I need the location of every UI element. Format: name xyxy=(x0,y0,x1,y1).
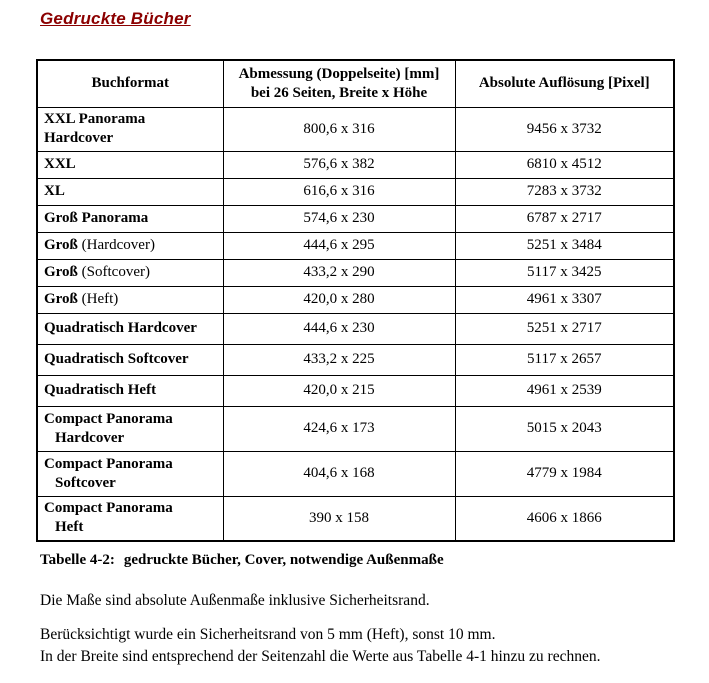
table-row xyxy=(37,451,674,496)
format-name: Quadratisch Hardcover xyxy=(44,320,197,336)
cell-aufloesung: 5251 x 2717 xyxy=(455,313,674,344)
table-row xyxy=(37,406,674,451)
format-line2: Softcover xyxy=(55,474,116,491)
cell-buchformat xyxy=(37,406,223,451)
table-row xyxy=(37,286,674,313)
format-name: Compact Panorama xyxy=(44,410,173,427)
format-name: Compact Panorama xyxy=(44,500,173,517)
header-abmessung xyxy=(223,60,455,107)
cell-buchformat xyxy=(37,375,223,406)
format-suffix: (Hardcover) xyxy=(77,237,155,253)
cell-abmessung: 800,6 x 316 xyxy=(223,107,455,151)
cell-aufloesung: 7283 x 3732 xyxy=(455,178,674,205)
cell-abmessung: 420,0 x 215 xyxy=(223,375,455,406)
table-row xyxy=(37,259,674,286)
cell-aufloesung: 4961 x 3307 xyxy=(455,286,674,313)
cell-buchformat xyxy=(37,178,223,205)
cell-buchformat xyxy=(37,313,223,344)
note-line-3: In der Breite sind entsprechend der Seitenzahl die Werte aus Tabelle 4-1 hinzu zu rechnen. xyxy=(40,648,601,665)
format-suffix: (Softcover) xyxy=(77,264,150,280)
format-line2: Heft xyxy=(55,519,84,536)
cell-buchformat xyxy=(37,496,223,541)
table-row xyxy=(37,375,674,406)
table-row xyxy=(37,205,674,232)
cell-buchformat xyxy=(37,205,223,232)
format-name: XXL Panorama xyxy=(44,111,146,127)
header-buchformat: Buchformat xyxy=(37,60,223,107)
cell-aufloesung: 5015 x 2043 xyxy=(455,406,674,451)
cell-buchformat xyxy=(37,259,223,286)
table-row xyxy=(37,151,674,178)
format-name: Quadratisch Heft xyxy=(44,382,157,398)
table-row xyxy=(37,496,674,541)
cell-aufloesung: 4779 x 1984 xyxy=(455,451,674,496)
cell-abmessung: 424,6 x 173 xyxy=(223,406,455,451)
cell-abmessung: 616,6 x 316 xyxy=(223,178,455,205)
cell-buchformat xyxy=(37,107,223,151)
cell-aufloesung: 6787 x 2717 xyxy=(455,205,674,232)
format-name: Compact Panorama xyxy=(44,455,173,472)
caption-text: gedruckte Bücher, Cover, notwendige Außenmaße xyxy=(123,552,444,568)
table-row xyxy=(37,344,674,375)
cell-buchformat xyxy=(37,344,223,375)
format-name: Groß xyxy=(44,264,78,280)
cell-buchformat xyxy=(37,232,223,259)
format-name: XXL xyxy=(44,156,76,172)
header-aufloesung: Absolute Auflösung [Pixel] xyxy=(455,60,674,107)
table-row xyxy=(37,232,674,259)
table-caption xyxy=(40,552,444,569)
table-header-row xyxy=(37,60,674,107)
note-paragraph-1: Die Maße sind absolute Außenmaße inklusive Sicherheitsrand. xyxy=(40,592,430,609)
cell-abmessung: 404,6 x 168 xyxy=(223,451,455,496)
cell-aufloesung: 5117 x 3425 xyxy=(455,259,674,286)
cell-abmessung: 574,6 x 230 xyxy=(223,205,455,232)
book-format-table xyxy=(36,59,675,542)
format-line2: Hardcover xyxy=(44,130,114,146)
table-row xyxy=(37,313,674,344)
cell-abmessung: 444,6 x 295 xyxy=(223,232,455,259)
format-line2: Hardcover xyxy=(55,429,125,446)
cell-abmessung: 576,6 x 382 xyxy=(223,151,455,178)
cell-aufloesung: 4606 x 1866 xyxy=(455,496,674,541)
cell-abmessung: 390 x 158 xyxy=(223,496,455,541)
cell-aufloesung: 5117 x 2657 xyxy=(455,344,674,375)
format-name: Groß xyxy=(44,291,78,307)
cell-abmessung: 433,2 x 225 xyxy=(223,344,455,375)
cell-buchformat xyxy=(37,451,223,496)
format-suffix: (Heft) xyxy=(77,291,119,307)
cell-aufloesung: 6810 x 4512 xyxy=(455,151,674,178)
format-name: Groß Panorama xyxy=(44,210,149,226)
cell-buchformat xyxy=(37,151,223,178)
cell-aufloesung: 9456 x 3732 xyxy=(455,107,674,151)
table-row xyxy=(37,178,674,205)
cell-abmessung: 444,6 x 230 xyxy=(223,313,455,344)
page-title: Gedruckte Bücher xyxy=(40,9,191,28)
format-name: Groß xyxy=(44,237,78,253)
note-line-2: Berücksichtigt wurde ein Sicherheitsrand von 5 mm (Heft), sonst 10 mm. xyxy=(40,626,496,643)
header-abmessung-line1: Abmessung (Doppelseite) [mm] xyxy=(238,65,440,82)
cell-buchformat xyxy=(37,286,223,313)
cell-abmessung: 433,2 x 290 xyxy=(223,259,455,286)
cell-aufloesung: 4961 x 2539 xyxy=(455,375,674,406)
format-name: Quadratisch Softcover xyxy=(44,351,189,367)
format-name: XL xyxy=(44,183,65,199)
note-paragraph-2 xyxy=(40,624,600,668)
table-row xyxy=(37,107,674,151)
cell-aufloesung: 5251 x 3484 xyxy=(455,232,674,259)
cell-abmessung: 420,0 x 280 xyxy=(223,286,455,313)
caption-label: Tabelle 4-2: xyxy=(40,552,115,568)
header-abmessung-line2: bei 26 Seiten, Breite x Höhe xyxy=(250,84,428,101)
